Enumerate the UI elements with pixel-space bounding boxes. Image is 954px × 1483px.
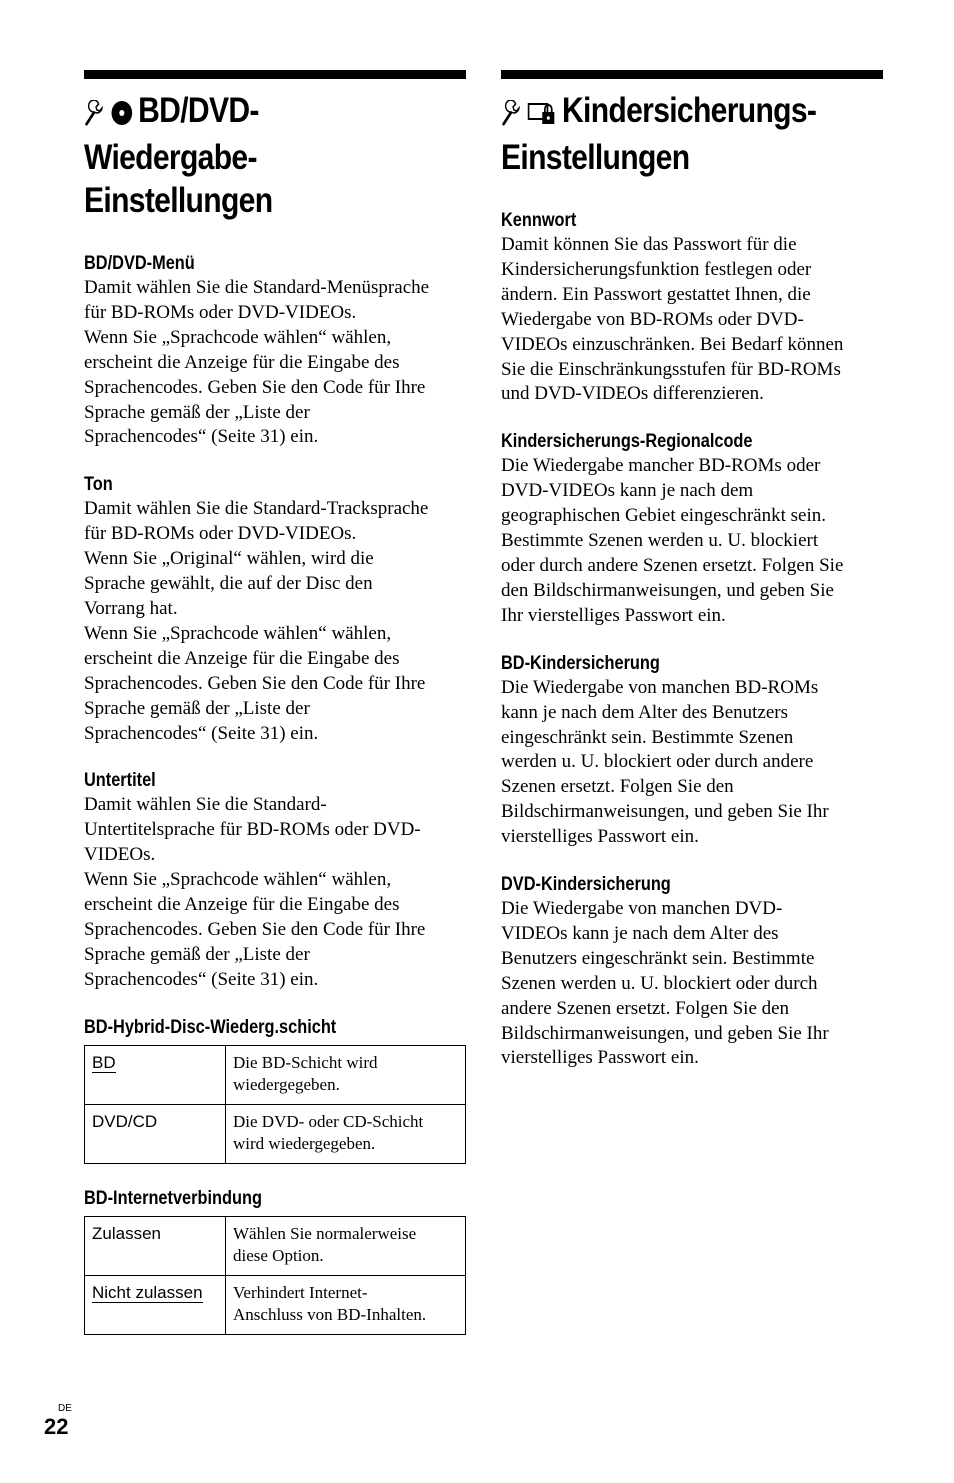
section-heading: BD-Internetverbindung [84, 1187, 262, 1209]
right-title-icons [501, 93, 557, 136]
option-key: Nicht zulassen [92, 1282, 203, 1302]
left-title-line-1: BD/DVD- [138, 91, 259, 130]
section-heading: BD-Hybrid-Disc-Wiederg.schicht [84, 1016, 337, 1038]
option-key: DVD/CD [92, 1111, 158, 1131]
section-untertitel [84, 769, 466, 992]
left-title [84, 89, 471, 222]
left-title-line-2: Wiedergabe- [84, 138, 257, 177]
section-ton [84, 473, 466, 746]
hybrid-options-table [84, 1045, 466, 1164]
section-text: Damit können Sie das Passwort für die Kindersicherungsfunktion festlegen oder ändern. Ein Passwort gestattet Ihnen, die Wiedergabe von BD-ROMs oder DVD- VIDEOs einzuschränken. Bei Bedarf können Sie die Einschränkungsstufen für BD-ROMs und DVD-VIDEOs differenzieren. [501, 234, 844, 405]
section-text: Damit wählen Sie die Standard-Tracksprache für BD-ROMs oder DVD-VIDEOs. Wenn Sie „Original“ wählen, wird die Sprache gewählt, die auf der Disc den Vorrang hat. Wenn Sie „Sprachcode wählen“ wählen, erscheint die Anzeige für die Eingabe des Sprachencodes. Geben Sie den Code für Ihre Sprache gemäß der „Liste der Sprachencodes“ (Seite 31) ein. [84, 498, 429, 744]
left-column [84, 70, 466, 1335]
option-key: BD [92, 1052, 116, 1072]
section-kennwort [501, 209, 883, 407]
right-title-line-2: Einstellungen [501, 138, 690, 177]
right-title [501, 89, 888, 179]
section-bd-dvd-menu [84, 252, 466, 450]
right-title-line-1: Kindersicherungs- [562, 91, 817, 130]
internet-options-table [84, 1216, 466, 1335]
section-heading: Ton [84, 474, 113, 496]
wrench-icon [84, 100, 103, 126]
section-text: Die Wiedergabe von manchen BD-ROMs kann je nach dem Alter des Benutzers eingeschränkt sein. Bestimmte Szenen werden u. U. blockiert oder durch andere Szenen ersetzt. Folgen Sie den Bildschirmanweisungen, und geben Sie Ihr vierstelliges Passwort ein. [501, 676, 829, 848]
section-text: Die Wiedergabe mancher BD-ROMs oder DVD-VIDEOs kann je nach dem geographischen Gebiet eingeschränkt sein. Bestimmte Szenen werden u. U. blockiert oder durch andere Szenen ersetzt. Folgen Sie den Bildschirmanweisungen, und geben Sie Ihr vierstelliges Passwort ein. [501, 455, 844, 626]
section-text: Die Wiedergabe von manchen DVD- VIDEOs kann je nach dem Alter des Benutzers eingeschränkt sein. Bestimmte Szenen werden u. U. blockiert oder durch andere Szenen ersetzt. Folgen Sie den Bildschirmanweisungen, und geben Sie Ihr vierstelliges Passwort ein. [501, 898, 829, 1069]
wrench-icon [501, 100, 520, 126]
left-title-rule [84, 70, 466, 79]
language-code: DE [58, 1403, 72, 1414]
section-heading: BD/DVD-Menü [84, 253, 195, 274]
page-footer [44, 1403, 72, 1440]
left-title-line-3: Einstellungen [84, 181, 273, 220]
table-row: DVD/CD Die DVD- oder CD-Schicht wird wiedergegeben. [85, 1104, 466, 1163]
section-dvd-kindersicherung [501, 873, 883, 1071]
section-internet [84, 1187, 466, 1335]
page-number: 22 [44, 1414, 69, 1439]
section-heading: Untertitel [84, 770, 156, 792]
section-text: Damit wählen Sie die Standard-Menüsprache für BD-ROMs oder DVD-VIDEOs. Wenn Sie „Sprachcode wählen“ wählen, erscheint die Anzeige für die Eingabe des Sprachencodes. Geben Sie den Code für Ihre Sprache gemäß der „Liste der Sprachencodes“ (Seite 31) ein. [84, 277, 430, 448]
right-title-rule [501, 70, 883, 79]
section-bd-kindersicherung [501, 652, 883, 850]
section-regionalcode [501, 430, 883, 628]
section-heading: Kennwort [501, 210, 577, 231]
section-text: Damit wählen Sie die Standard- Untertitelsprache für BD-ROMs oder DVD- VIDEOs. Wenn Sie „Sprachcode wählen“ wählen, erscheint die Anzeige für die Eingabe des Sprachencodes. Geben Sie den Code für Ihre Sprache gemäß der „Liste der Sprachencodes“ (Seite 31) ein. [84, 794, 426, 990]
table-row: Nicht zulassen Verhindert Internet- Anschluss von BD-Inhalten. [85, 1275, 466, 1334]
section-heading: DVD-Kindersicherung [501, 874, 671, 896]
option-key: Zulassen [92, 1223, 161, 1243]
disc-icon [111, 100, 133, 126]
section-heading: BD-Kindersicherung [501, 652, 660, 674]
table-row: Zulassen Wählen Sie normalerweise diese Option. [85, 1216, 466, 1275]
section-hybrid [84, 1016, 466, 1164]
section-heading: Kindersicherungs-Regionalcode [501, 431, 753, 453]
table-row: BD Die BD-Schicht wird wiedergegeben. [85, 1045, 466, 1104]
parental-lock-icon [528, 98, 557, 126]
right-column [501, 70, 883, 1071]
left-title-icons [84, 93, 133, 136]
